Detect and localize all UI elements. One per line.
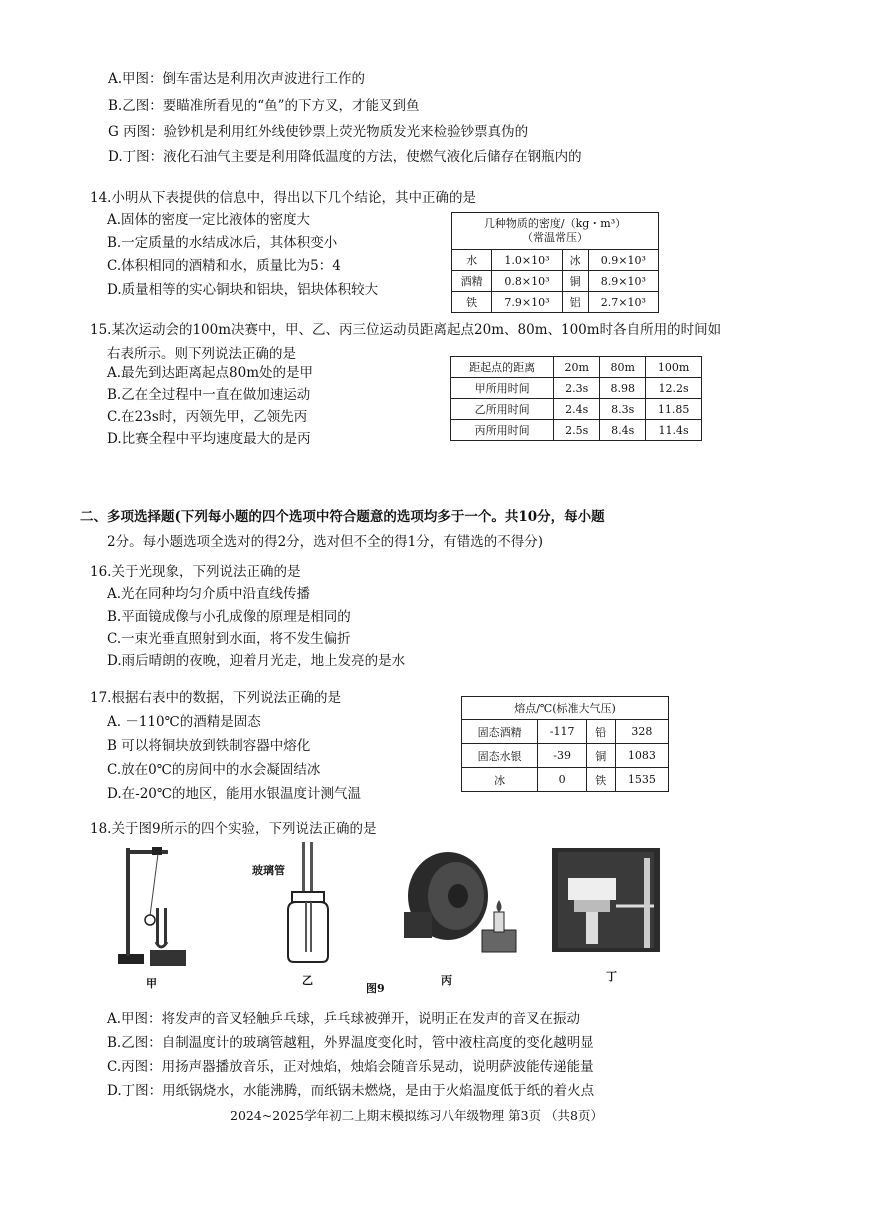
q18-option-c: C.丙图：用扬声器播放音乐，正对烛焰，烛焰会随音乐晃动，说明萨波能传递能量 <box>107 1059 594 1075</box>
q14-stem: 14.小明从下表提供的信息中，得出以下几个结论，其中正确的是 <box>90 190 476 206</box>
table-row <box>452 271 659 292</box>
q17-stem: 17.根据右表中的数据，下列说法正确的是 <box>90 690 341 706</box>
table-cell: 1.0×10³ <box>492 250 562 271</box>
table-cell: 铝 <box>562 292 588 313</box>
table-cell: 2.3s <box>554 378 600 399</box>
q18-option-a: A.甲图：将发声的音叉轻触乒乓球，乒乓球被弹开，说明正在发声的音叉在振动 <box>107 1011 581 1027</box>
table-cell: 1083 <box>615 744 668 768</box>
table-cell: 8.9×10³ <box>588 271 658 292</box>
table-row <box>462 744 669 768</box>
table-cell: 8.98 <box>600 378 646 399</box>
table-cell: 2.4s <box>554 399 600 420</box>
table-cell: 铁 <box>452 292 492 313</box>
table-cell: 2.5s <box>554 420 600 441</box>
table-cell: 铜 <box>562 271 588 292</box>
table-cell: 2.7×10³ <box>588 292 658 313</box>
q18-stem: 18.关于图9所示的四个实验，下列说法正确的是 <box>90 821 377 837</box>
table-cell: 0.8×10³ <box>492 271 562 292</box>
q17-option-d: D.在-20℃的地区，能用水银温度计测气温 <box>107 786 361 802</box>
q16-option-a: A.光在同种均匀介质中沿直线传播 <box>107 586 311 602</box>
table-row <box>451 378 702 399</box>
q13-option-d: D.丁图：液化石油气主要是利用降低温度的方法，使燃气液化后储存在钢瓶内的 <box>108 149 582 165</box>
q13-option-c: G 丙图：验钞机是利用红外线使钞票上荧光物质发光来检验钞票真伪的 <box>108 124 529 140</box>
table-cell: 丙所用时间 <box>451 420 554 441</box>
figure-label-jia: 甲 <box>146 977 157 990</box>
q17-option-c: C.放在0℃的房间中的水会凝固结冰 <box>107 762 321 778</box>
table-cell: 铅 <box>586 720 615 744</box>
melting-point-table <box>461 696 669 792</box>
q17-option-a: A. －110℃的酒精是固态 <box>107 714 261 730</box>
q16-option-d: D.雨后晴朗的夜晚，迎着月光走，地上发亮的是水 <box>107 653 406 669</box>
q18-option-b: B.乙图：自制温度计的玻璃管越粗，外界温度变化时，管中液柱高度的变化越明显 <box>107 1035 594 1051</box>
density-table <box>451 212 659 313</box>
table-header-cell: 20m <box>554 357 600 378</box>
q14-option-c: C.体积相同的酒精和水，质量比为5：4 <box>107 258 341 274</box>
glass-tube-label: 玻璃管 <box>252 864 285 877</box>
figure-caption: 图9 <box>366 982 385 995</box>
table-cell: 冰 <box>462 768 538 792</box>
q14-option-b: B.一定质量的水结成冰后，其体积变小 <box>107 235 338 251</box>
tuning-fork-experiment-figure <box>112 842 192 972</box>
table-cell: -117 <box>538 720 587 744</box>
q15-stem-line1: 15.某次运动会的100m决赛中，甲、乙、丙三位运动员距离起点20m、80m、100m时各自所用的时间如 <box>90 322 722 338</box>
table-cell: 水 <box>452 250 492 271</box>
table-header-cell: 100m <box>646 357 702 378</box>
table-cell: 12.2s <box>646 378 702 399</box>
section2-note: 2分。每小题选项全选对的得2分，选对但不全的得1分，有错选的不得分) <box>107 534 544 550</box>
figure-label-bing: 丙 <box>441 974 452 987</box>
figure-label-ding: 丁 <box>606 970 617 983</box>
page-footer: 2024~2025学年初二上期末模拟练习八年级物理 第3页 （共8页） <box>230 1108 603 1123</box>
table-row <box>462 720 669 744</box>
q15-option-a: A.最先到达距离起点80m处的是甲 <box>107 365 314 381</box>
q16-stem: 16.关于光现象，下列说法正确的是 <box>90 564 301 580</box>
table-cell: 7.9×10³ <box>492 292 562 313</box>
table-row <box>452 292 659 313</box>
table-cell: 酒精 <box>452 271 492 292</box>
q15-option-c: C.在23s时，丙领先甲，乙领先丙 <box>107 409 308 425</box>
table-cell: 冰 <box>562 250 588 271</box>
q15-stem-line2: 右表所示。则下列说法正确的是 <box>107 346 296 362</box>
table-cell: 0 <box>538 768 587 792</box>
q15-option-d: D.比赛全程中平均速度最大的是丙 <box>107 431 311 447</box>
density-table-title-line2: （常温常压） <box>522 231 588 244</box>
table-row <box>451 399 702 420</box>
table-cell: 铁 <box>586 768 615 792</box>
speaker-candle-figure <box>396 846 526 956</box>
table-cell: 0.9×10³ <box>588 250 658 271</box>
section2-heading: 二、多项选择题(下列每小题的四个选项中符合题意的选项均多于一个。共10分，每小题 <box>80 509 605 525</box>
table-cell: 8.4s <box>600 420 646 441</box>
table-cell: 328 <box>615 720 668 744</box>
melting-point-table-title: 熔点/℃(标准大气压) <box>462 697 669 720</box>
table-cell: 甲所用时间 <box>451 378 554 399</box>
table-cell: 11.85 <box>646 399 702 420</box>
table-cell: 乙所用时间 <box>451 399 554 420</box>
table-row <box>462 768 669 792</box>
homemade-thermometer-figure <box>282 842 356 964</box>
q16-option-c: C.一束光垂直照射到水面，将不发生偏折 <box>107 631 351 647</box>
q18-option-d: D.丁图：用纸锅烧水，水能沸腾，而纸锅未燃烧，是由于火焰温度低于纸的着火点 <box>107 1083 595 1099</box>
table-row <box>452 250 659 271</box>
table-header-cell: 80m <box>600 357 646 378</box>
table-cell: -39 <box>538 744 587 768</box>
q14-option-d: D.质量相等的实心铜块和铝块，铝块体积较大 <box>107 282 379 298</box>
density-table-title <box>452 213 659 250</box>
table-row <box>451 420 702 441</box>
table-cell: 8.3s <box>600 399 646 420</box>
paper-pot-figure <box>552 848 664 954</box>
q16-option-b: B.平面镜成像与小孔成像的原理是相同的 <box>107 609 351 625</box>
q15-option-b: B.乙在全过程中一直在做加速运动 <box>107 387 311 403</box>
figure-label-yi: 乙 <box>302 974 313 987</box>
race-time-table <box>450 356 702 441</box>
table-header-cell: 距起点的距离 <box>451 357 554 378</box>
table-cell: 1535 <box>615 768 668 792</box>
table-cell: 固态水银 <box>462 744 538 768</box>
table-cell: 铜 <box>586 744 615 768</box>
table-header-row <box>451 357 702 378</box>
density-table-title-line1: 几种物质的密度/（kg・m³） <box>483 217 627 230</box>
q13-option-a: A.甲图：倒车雷达是利用次声波进行工作的 <box>108 71 366 87</box>
table-cell: 固态酒精 <box>462 720 538 744</box>
q17-option-b: B 可以将铜块放到铁制容器中熔化 <box>107 738 311 754</box>
q14-option-a: A.固体的密度一定比液体的密度大 <box>107 212 311 228</box>
q13-option-b: B.乙图：要瞄准所看见的“鱼”的下方叉，才能叉到鱼 <box>108 98 420 114</box>
table-cell: 11.4s <box>646 420 702 441</box>
